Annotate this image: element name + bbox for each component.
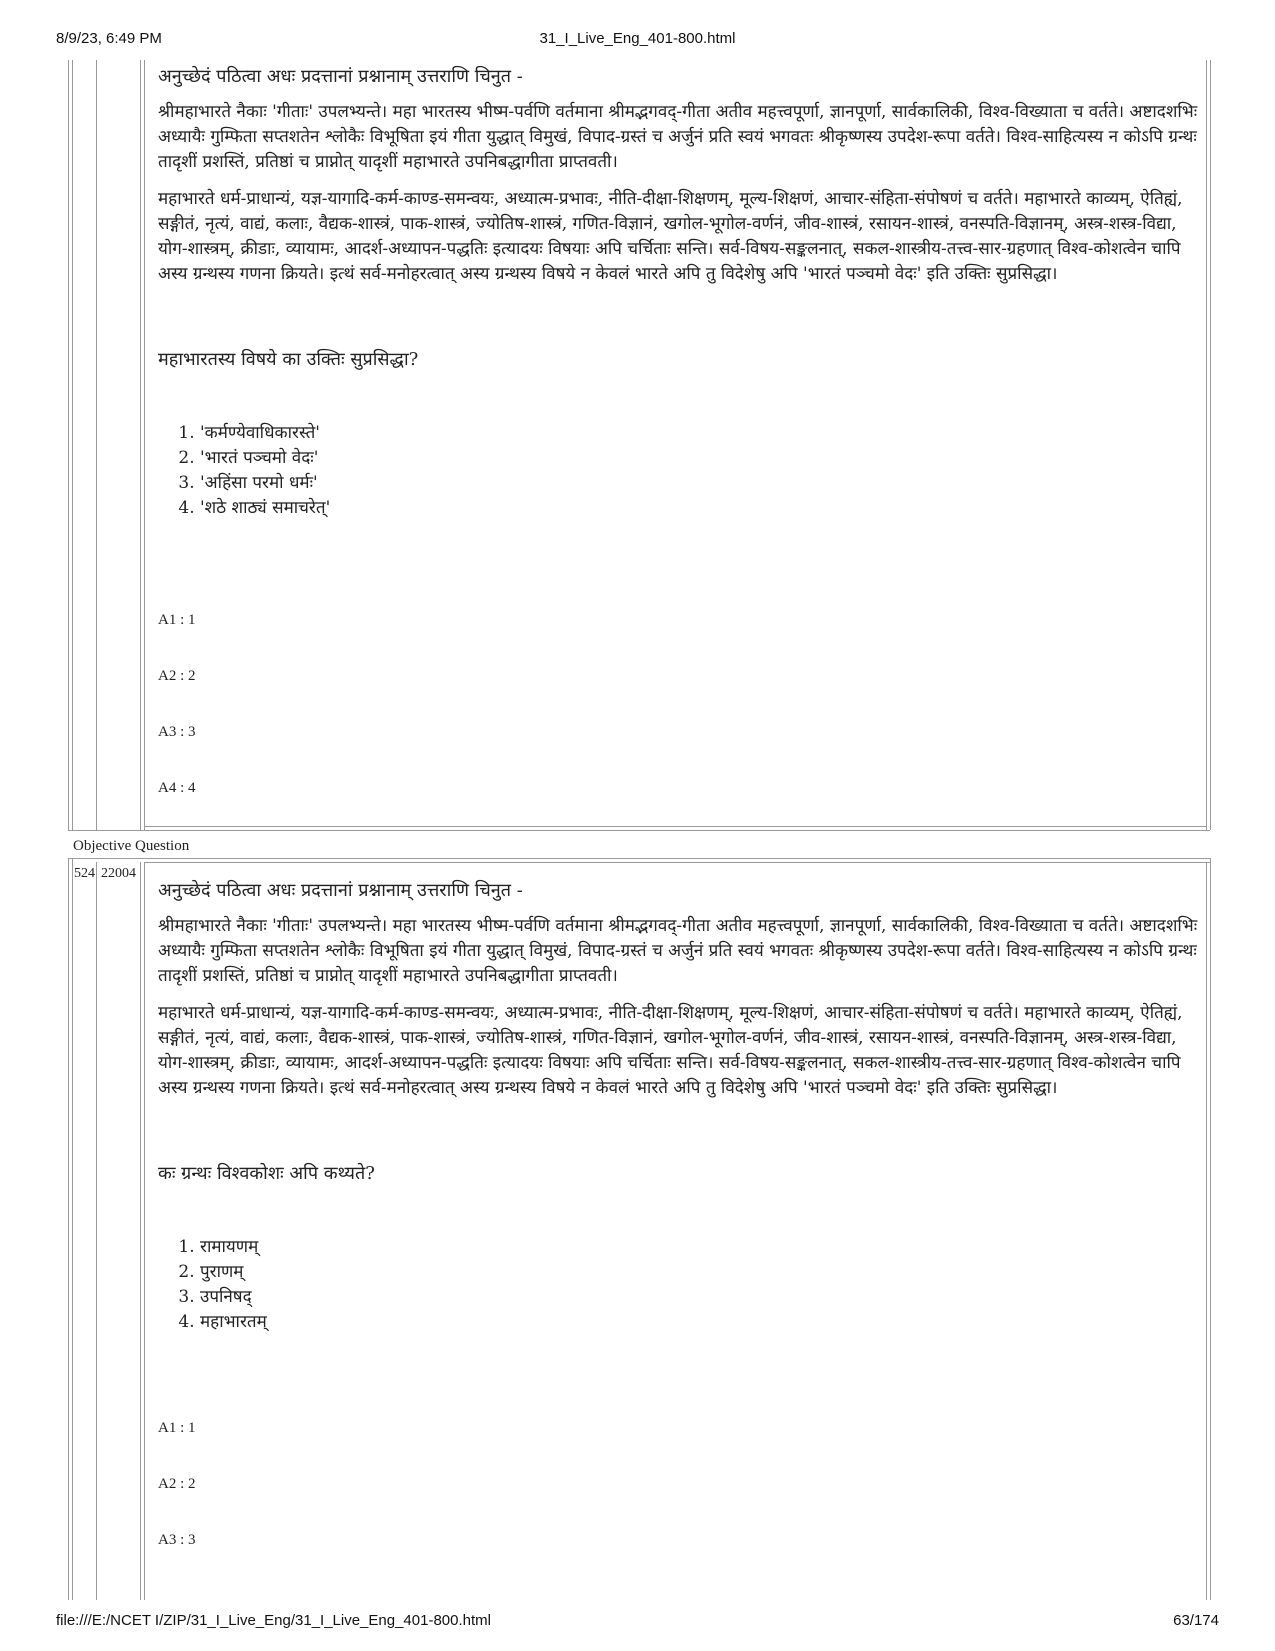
- answer-option: A2 : 2: [158, 1476, 196, 1492]
- table-border: [68, 830, 1210, 831]
- table-border: [144, 862, 1210, 863]
- instruction: अनुच्छेदं पठित्वा अधः प्रदत्तानां प्रश्नानाम् उत्तराणि चिनुत -: [158, 66, 523, 87]
- table-border: [140, 60, 141, 830]
- page-number: 63/174: [1173, 1612, 1219, 1629]
- table-border: [1210, 60, 1211, 830]
- option-item: 2. 'भारतं पञ्चमो वेदः': [200, 446, 1198, 471]
- options-list: [158, 421, 1198, 521]
- table-border: [68, 60, 69, 830]
- table-border: [144, 60, 145, 830]
- print-datetime: 8/9/23, 6:49 PM: [56, 30, 162, 47]
- file-path: file:///E:/NCET I/ZIP/31_I_Live_Eng/31_I_Live_Eng_401-800.html: [56, 1612, 491, 1629]
- passage-paragraph: श्रीमहाभारते नैकाः 'गीताः' उपलभ्यन्ते। महा भारतस्य भीष्म-पर्वणि वर्तमाना श्रीमद्भगवद्-गीता अतीव महत्त्वपूर्णा, ज्ञानपूर्णा, सार्वकालिकी, विश्व-विख्याता च वर्तते। अष्टादशभिः अध्यायैः गुम्फिता सप्तशतेन श्लोकैः विभूषिता इयं गीता युद्धात् विमुखं, विपाद-ग्रस्तं च अर्जुनं प्रति स्वयं भगवतः श्रीकृष्णस्य उपदेश-रूपा वर्तते। विश्व-साहित्यस्य न कोऽपि ग्रन्थः तादृशीं प्रशस्तिं, प्रतिष्ठां च प्राप्नोत् यादृशीं महाभारते उपनिबद्धागीता प्राप्तवती।: [158, 916, 1198, 986]
- table-border: [72, 60, 73, 830]
- question-text: महाभारतस्य विषये का उक्तिः सुप्रसिद्धा?: [158, 349, 419, 370]
- option-item: 4. महाभारतम्: [200, 1310, 1198, 1335]
- option-item: 2. पुराणम्: [200, 1260, 1198, 1285]
- table-border: [96, 60, 97, 830]
- answer-option: A3 : 3: [158, 1532, 196, 1548]
- question-id: 22004: [101, 866, 136, 881]
- table-border: [1210, 858, 1211, 1600]
- options-list: [158, 1235, 1198, 1335]
- answer-option: A2 : 2: [158, 668, 196, 684]
- passage-paragraph: महाभारते धर्म-प्राधान्यं, यज्ञ-यागादि-कर्म-काण्ड-समन्वयः, अध्यात्म-प्रभावः, नीति-दीक्षा-शिक्षणम्, मूल्य-शिक्षणं, आचार-संहिता-संपोषणं च वर्तते। महाभारते काव्यम्, ऐतिह्यं, सङ्गीतं, नृत्यं, वाद्यं, कलाः, वैद्यक-शास्त्रं, पाक-शास्त्रं, ज्योतिष-शास्त्रं, गणित-विज्ञानं, खगोल-भूगोल-वर्णनं, जीव-शास्त्रं, रसायन-शास्त्रं, वनस्पति-विज्ञानम्, अस्त्र-शस्त्र-विद्या, योग-शास्त्रम्, क्रीडाः, व्यायामः, आदर्श-अध्यापन-पद्धतिः इत्यादयः विषयाः अपि चर्चिताः सन्ति। सर्व-विषय-सङ्कलनात्, सकल-शास्त्रीय-तत्त्व-सार-ग्रहणात् विश्व-कोशत्वेन चापि अस्य ग्रन्थस्य गणना क्रियते। इत्थं सर्व-मनोहरत्वात् अस्य ग्रन्थस्य विषये न केवलं भारते अपि तु विदेशेषु अपि 'भारतं पञ्चमो वेदः' इति उक्तिः सुप्रसिद्धा।: [158, 1003, 1183, 1098]
- table-border: [140, 862, 141, 1600]
- answer-option: A4 : 4: [158, 780, 196, 796]
- table-border: [144, 826, 1206, 827]
- passage-paragraph: महाभारते धर्म-प्राधान्यं, यज्ञ-यागादि-कर्म-काण्ड-समन्वयः, अध्यात्म-प्रभावः, नीति-दीक्षा-शिक्षणम्, मूल्य-शिक्षणं, आचार-संहिता-संपोषणं च वर्तते। महाभारते काव्यम्, ऐतिह्यं, सङ्गीतं, नृत्यं, वाद्यं, कलाः, वैद्यक-शास्त्रं, पाक-शास्त्रं, ज्योतिष-शास्त्रं, गणित-विज्ञानं, खगोल-भूगोल-वर्णनं, जीव-शास्त्रं, रसायन-शास्त्रं, वनस्पति-विज्ञानम्, अस्त्र-शस्त्र-विद्या, योग-शास्त्रम्, क्रीडाः, व्यायामः, आदर्श-अध्यापन-पद्धतिः इत्यादयः विषयाः अपि चर्चिताः सन्ति। सर्व-विषय-सङ्कलनात्, सकल-शास्त्रीय-तत्त्व-सार-ग्रहणात् विश्व-कोशत्वेन चापि अस्य ग्रन्थस्य गणना क्रियते। इत्थं सर्व-मनोहरत्वात् अस्य ग्रन्थस्य विषये न केवलं भारते अपि तु विदेशेषु अपि 'भारतं पञ्चमो वेदः' इति उक्तिः सुप्रसिद्धा।: [158, 189, 1183, 284]
- instruction: अनुच्छेदं पठित्वा अधः प्रदत्तानां प्रश्नानाम् उत्तराणि चिनुत -: [158, 880, 523, 901]
- option-item: 4. 'शठे शाठ्यं समाचरेत्': [200, 496, 1198, 521]
- table-border: [144, 862, 145, 1600]
- question-block: [158, 64, 1198, 814]
- passage-paragraph: श्रीमहाभारते नैकाः 'गीताः' उपलभ्यन्ते। महा भारतस्य भीष्म-पर्वणि वर्तमाना श्रीमद्भगवद्-गीता अतीव महत्त्वपूर्णा, ज्ञानपूर्णा, सार्वकालिकी, विश्व-विख्याता च वर्तते। अष्टादशभिः अध्यायैः गुम्फिता सप्तशतेन श्लोकैः विभूषिता इयं गीता युद्धात् विमुखं, विपाद-ग्रस्तं च अर्जुनं प्रति स्वयं भगवतः श्रीकृष्णस्य उपदेश-रूपा वर्तते। विश्व-साहित्यस्य न कोऽपि ग्रन्थः तादृशीं प्रशस्तिं, प्रतिष्ठां च प्राप्नोत् यादृशीं महाभारते उपनिबद्धागीता प्राप्तवती।: [158, 102, 1198, 172]
- answer-option: A1 : 1: [158, 1420, 196, 1436]
- option-item: 1. रामायणम्: [200, 1235, 1198, 1260]
- table-border: [1206, 60, 1207, 830]
- table-border: [1206, 862, 1207, 1600]
- question-block: [158, 878, 1198, 1588]
- option-item: 3. 'अहिंसा परमो धर्मः': [200, 471, 1198, 496]
- answer-option: A3 : 3: [158, 724, 196, 740]
- question-type-label: Objective Question: [73, 838, 190, 854]
- question-number: 524: [74, 866, 95, 881]
- answer-option: A1 : 1: [158, 612, 196, 628]
- option-item: 1. 'कर्मण्येवाधिकारस्ते': [200, 421, 1198, 446]
- table-border: [72, 858, 73, 1600]
- option-item: 3. उपनिषद्: [200, 1285, 1198, 1310]
- print-title: 31_I_Live_Eng_401-800.html: [539, 30, 736, 47]
- question-text: कः ग्रन्थः विश्वकोशः अपि कथ्यते?: [158, 1163, 375, 1184]
- table-border: [96, 862, 97, 1600]
- table-border: [68, 858, 69, 1600]
- table-border: [68, 858, 1210, 859]
